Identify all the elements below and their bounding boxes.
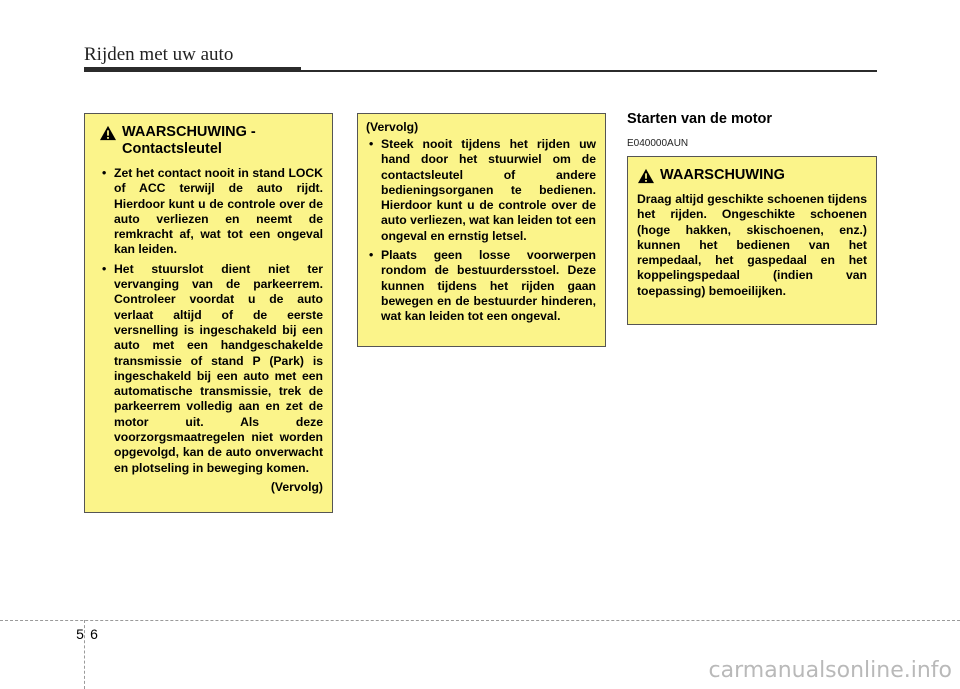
warning-text: Draag altijd geschikte schoenen tijdens het rijden. Ongeschikte schoenen (hoge hakken, skischoenen, enz.) kunnen het bedienen van het rempedaal, het gaspedaal en het koppelingspedaal (indien van toepassing) bemoeilijken. (637, 192, 867, 298)
header-rule-thick (84, 67, 301, 72)
watermark: carmanualsonline.info (708, 658, 952, 683)
continued-label: (Vervolg) (270, 479, 323, 494)
warning-triangle-icon (99, 125, 117, 141)
page-header-title: Rijden met uw auto (84, 44, 234, 65)
warning-box-ignition (84, 113, 333, 513)
warning-triangle-icon (637, 168, 655, 184)
continued-label: (Vervolg) (366, 120, 419, 134)
list-item: • Steek nooit tijdens het rijden uw hand door het stuurwiel om de contactsleutel of andere bedieningsorganen te bedienen. Hierdoor kunt u de controle over de auto verliezen, wat kan leiden tot een ongeval en ernstig letsel. (366, 137, 596, 244)
warning-title: WAARSCHUWING - (122, 124, 256, 140)
warning-header (637, 167, 867, 184)
footer-divider-horizontal (0, 620, 960, 621)
section-title: Starten van de motor (627, 111, 773, 127)
page-number-value: 6 (90, 626, 98, 642)
warning-box-shoes (627, 156, 877, 325)
page-number (73, 626, 101, 642)
section-code: E040000AUN (627, 138, 689, 149)
chapter-number: 5 (76, 626, 84, 642)
list-item: • Zet het contact nooit in stand LOCK of ACC terwijl de auto rijdt. Hierdoor kunt u de controle over de auto verliezen en neemt de remkracht af, wat tot een ongeval kan leiden. (99, 166, 323, 258)
warning-title: WAARSCHUWING (660, 167, 785, 183)
warning-bullet-list (366, 137, 596, 325)
warning-header (99, 124, 323, 158)
header-rule-thin (301, 70, 877, 72)
warning-box-continued (357, 113, 606, 347)
list-item: • Plaats geen losse voorwerpen rondom de bestuurdersstoel. Deze kunnen tijdens het rijden gaan bewegen en de bestuurder hinderen, wat kan leiden tot een ongeval. (366, 248, 596, 324)
warning-bullet-list (99, 166, 323, 476)
list-item: • Het stuurslot dient niet ter vervanging van de parkeerrem. Controleer voordat u de auto verlaat altijd of de eerste versnelling is ingeschakeld bij een auto met een handgeschakelde transmissie of stand P (Park) is ingeschakeld bij een auto met een automatische transmissie, trek de parkeerrem volledig aan en zet de motor uit. Als deze voorzorgsmaatregelen niet worden opgevolgd, kan de auto onverwacht en plotseling in beweging komen. (99, 262, 323, 476)
warning-subtitle: Contactsleutel (122, 141, 222, 157)
